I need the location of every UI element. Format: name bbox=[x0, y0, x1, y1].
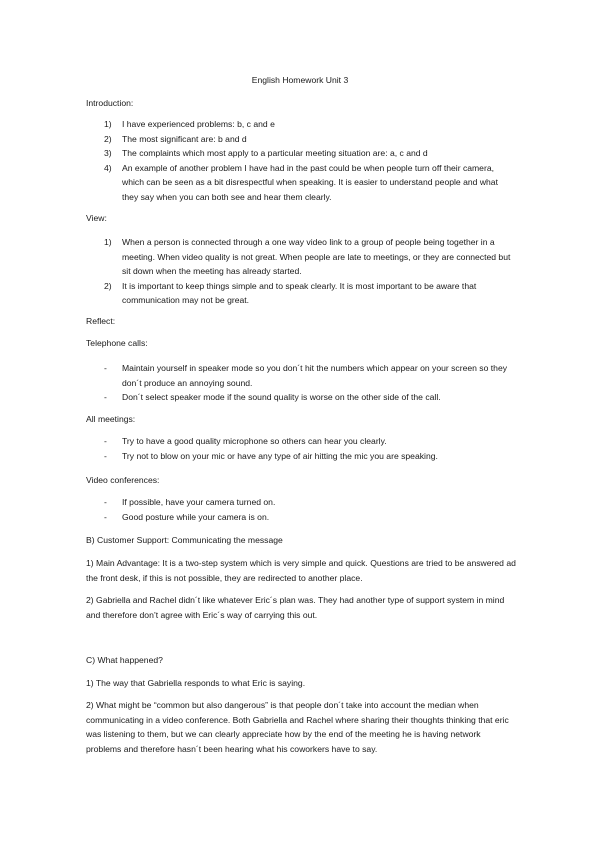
list-item bbox=[86, 117, 516, 132]
support-paragraph-2: 2) Gabriella and Rachel didn´t like whatever Eric´s plan was. They had another type of support system in mind and therefore don’t agree with Eric´s way of carrying this out. bbox=[86, 595, 505, 620]
document-title: English Homework Unit 3 bbox=[251, 75, 349, 85]
view-list bbox=[86, 235, 516, 308]
telephone-heading: Telephone calls: bbox=[86, 338, 148, 348]
bullet-dash: - bbox=[104, 392, 107, 403]
introduction-list bbox=[86, 117, 516, 205]
item-text: It is important to keep things simple and to speak clearly. It is most important to be aware that communication may not be great. bbox=[122, 280, 477, 306]
happened-paragraph-2: 2) What might be “common but also dangerous” is that people don´t take into account the median when communicating in a video conference. Both Gabriella and Rachel where sharing their thoughts thinking that eric was listening to them, but we can clearly appreciate how by the end of the meeting he is having network problems and therefore hasn´t been hearing what his coworkers have to say. bbox=[86, 700, 509, 754]
list-item bbox=[86, 434, 516, 449]
item-number: 4) bbox=[104, 162, 112, 173]
bullet-dash: - bbox=[104, 511, 107, 522]
bullet-dash: - bbox=[104, 497, 107, 507]
item-text: If possible, have your camera turned on. bbox=[122, 497, 276, 507]
item-text: The complaints which most apply to a particular meeting situation are: a, c and d bbox=[122, 148, 428, 159]
item-text: The most significant are: b and d bbox=[122, 133, 247, 144]
list-item bbox=[86, 132, 516, 147]
happened-paragraph-1: 1) The way that Gabriella responds to what Eric is saying. bbox=[86, 678, 306, 688]
view-heading: View: bbox=[86, 213, 107, 223]
support-heading: B) Customer Support: Communicating the message bbox=[86, 535, 283, 545]
video-list bbox=[86, 495, 516, 524]
meetings-heading: All meetings: bbox=[86, 414, 136, 424]
bullet-dash: - bbox=[104, 436, 107, 446]
list-item bbox=[86, 495, 516, 510]
introduction-heading: Introduction: bbox=[86, 98, 134, 108]
bullet-dash: - bbox=[104, 450, 107, 461]
item-text: When a person is connected through a one way video link to a group of people being together in a meeting. When video quality is not great. When people are late to meetings, or they are connected but sit down when the meeting has already started. bbox=[122, 237, 511, 277]
item-text: Try to have a good quality microphone so others can hear you clearly. bbox=[122, 436, 387, 446]
list-item bbox=[86, 146, 516, 161]
item-number: 2) bbox=[104, 280, 112, 291]
list-item bbox=[86, 235, 516, 279]
item-number: 3) bbox=[104, 148, 112, 159]
item-number: 1) bbox=[104, 237, 112, 247]
list-item bbox=[86, 510, 516, 525]
bullet-dash: - bbox=[104, 363, 107, 373]
item-text: An example of another problem I have had in the past could be when people turn off their camera, which can be seen as a bit disrespectful when speaking. It is easier to understand people and what they say when you can both see and hear them clearly. bbox=[122, 162, 498, 202]
item-text: Maintain yourself in speaker mode so you don´t hit the numbers which appear on your screen so they don´t produce an annoying sound. bbox=[122, 363, 508, 388]
list-item bbox=[86, 161, 516, 205]
item-text: I have experienced problems: b, c and e bbox=[122, 119, 275, 129]
video-heading: Video conferences: bbox=[86, 475, 160, 485]
happened-heading: C) What happened? bbox=[86, 655, 163, 665]
reflect-heading: Reflect: bbox=[86, 316, 116, 326]
item-number: 2) bbox=[104, 133, 112, 144]
item-text: Good posture while your camera is on. bbox=[122, 511, 270, 522]
list-item bbox=[86, 449, 516, 464]
support-paragraph-1: 1) Main Advantage: It is a two-step system which is very simple and quick. Questions are tried to be answered ad the front desk, if this is not possible, they are redirected to another place. bbox=[86, 558, 516, 583]
list-item bbox=[86, 279, 516, 308]
list-item bbox=[86, 390, 516, 405]
item-text: Don´t select speaker mode if the sound quality is worse on the other side of the call. bbox=[122, 392, 441, 403]
item-text: Try not to blow on your mic or have any type of air hitting the mic you are speaking. bbox=[122, 450, 438, 461]
meetings-list bbox=[86, 434, 516, 463]
item-number: 1) bbox=[104, 119, 112, 129]
list-item bbox=[86, 361, 516, 390]
telephone-list bbox=[86, 361, 516, 405]
